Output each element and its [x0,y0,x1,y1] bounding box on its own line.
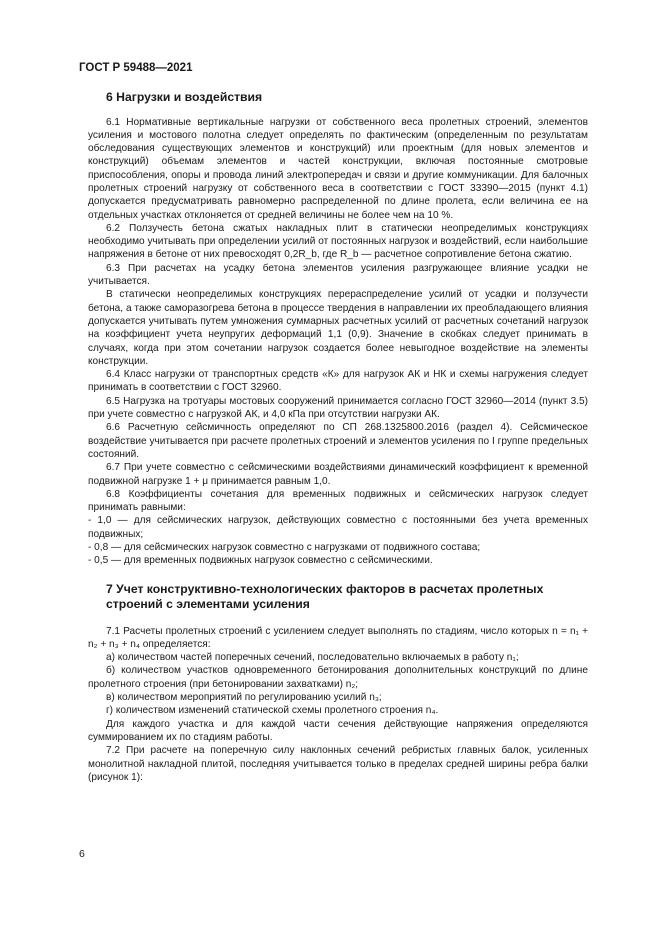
paragraph-7-2: 7.2 При расчете на поперечную силу наклонных сечений ребристых главных балок, усиленных монолитной накладной плитой, последняя учитывается только в пределах средней ширины ребра балки (рисунок 1): [88,745,588,783]
paragraph-6-7: 6.7 При учете совместно с сейсмическими воздействиями динамический коэффициент к временной подвижной нагрузке 1 + μ принимается равным 1,0. [88,462,588,487]
paragraph-6-2: 6.2 Ползучесть бетона сжатых накладных плит в статически неопределимых конструкциях необходимо учитывать при определении усилий от постоянных нагрузок и воздействий, если наибольшие напряжения в бетоне от них превосходят 0,2R_b, где R_b — расчетное сопротивление бетона сжатию. [88,222,588,261]
paragraph-6-6: 6.6 Расчетную сейсмичность определяют по СП 268.1325800.2016 (раздел 4). Сейсмическое воздействие учитывается при расчете пролетных строений и элементов усиления по I группе предельных состояний. [88,422,588,460]
list-item: в) количеством мероприятий по регулированию усилий n₃; [106,692,382,704]
paragraph-6-4: 6.4 Класс нагрузки от транспортных средств «К» для нагрузок АК и НК и схемы нагружения следует принимать в соответствии с ГОСТ 32960. [88,369,588,394]
document-header: ГОСТ Р 59488—2021 [79,62,193,74]
page-body [88,90,588,784]
paragraph-6-1: 6.1 Нормативные вертикальные нагрузки от собственного веса пролетных строений, элементов усиления и мостового полотна следует определять по фактическим (определенным по результатам обследования существующих элементов и конструкций) или проектным (для новых элементов и конструкций) объемам элементов и частей конструкции, включая постоянные смотровые приспособления, опоры и провода линий электропередач и связи и другие коммуникации. Для балочных пролетных строений нагрузку от собственного веса в соответствии с ГОСТ 33390—2015 (пункт 4.1) допускается предусматривать равномерно распределенной по длине пролета, если величина ее на отдельных участках отклоняется от средней величины не более чем на 10 %. [88,116,588,221]
paragraph-6-3-cont: В статически неопределимых конструкциях перераспределение усилий от усадки и ползучести бетона, а также саморазогрева бетона в процессе твердения в направлении их преобладающего влияния допускается учитывать путем умножения суммарных расчетных усилий от расчетных сочетаний нагрузок на коэффициент учета неупругих деформаций 1,1 (0,9). Значение в скобках следует принимать в случаях, когда при этом сочетании нагрузок создается более невыгодное воздействие на элементы конструкции. [88,289,588,367]
paragraph-6-5: 6.5 Нагрузка на тротуары мостовых сооружений принимается согласно ГОСТ 32960—2014 (пункт 3.5) при учете совместно с нагрузкой АК, и 4,0 кПа при отсутствии нагрузки АК. [88,395,588,421]
list-item: - 1,0 — для сейсмических нагрузок, действующих совместно с постоянными без учета временных подвижных; [88,515,588,540]
section-6-heading: 6 Нагрузки и воздействия [106,90,263,104]
list-item: - 0,5 — для временных подвижных нагрузок совместно с сейсмическими. [88,555,433,567]
list-item: г) количеством изменений статической схемы пролетного строения n₄. [106,705,439,717]
list-item: а) количеством частей поперечных сечений, последовательно включаемых в работу n₁; [106,652,519,664]
list-item: - 0,8 — для сейсмических нагрузок совместно с нагрузками от подвижного состава; [88,542,481,553]
section-7-heading: 7 Учет конструктивно-технологических факторов в расчетах пролетных строений с элементами усиления [106,581,544,612]
paragraph-7-1-cont: Для каждого участка и для каждой части сечения действующие напряжения определяются суммированием их по стадиям работы. [88,718,588,743]
paragraph-6-8: 6.8 Коэффициенты сочетания для временных подвижных и сейсмических нагрузок следует принимать равными: [88,488,588,514]
page-number: 6 [79,848,85,860]
list-item: б) количеством участков одновременного бетонирования дополнительных конструкций по длине пролетного строения (при бетонировании захватками) n₂; [88,665,588,690]
paragraph-7-1: 7.1 Расчеты пролетных строений с усилением следует выполнять по стадиям, число которых n = n₁ + n₂ + n₃ + n₄ определяется: [88,625,588,650]
paragraph-6-3: 6.3 При расчетах на усадку бетона элементов усиления разгружающее влияние усадки не учитывается. [88,262,588,288]
